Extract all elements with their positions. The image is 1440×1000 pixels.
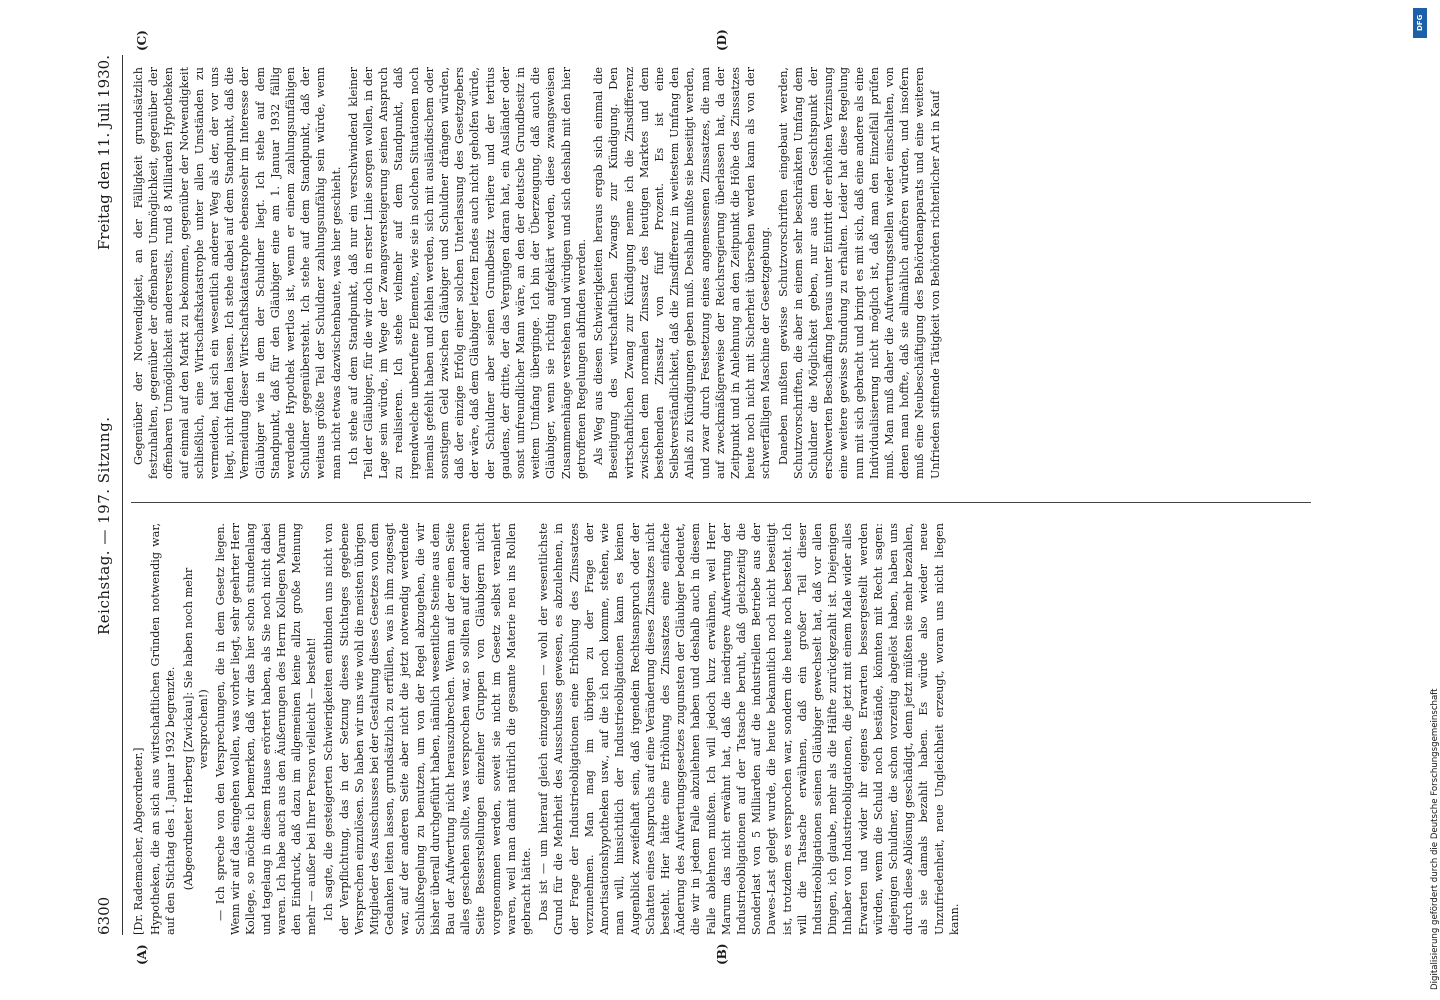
speaker-line: [Dr. Rademacher, Abgeordneter.]: [132, 747, 145, 935]
paragraph: Hypotheken, die an sich aus wirtschaftlichen Gründen notwendig war, auf den Stichtag des 1. Januar 1932 begrenzte.: [149, 523, 178, 935]
session-title: Reichstag. — 197. Sitzung.: [95, 416, 113, 635]
funding-text: Digitalisierung gefördert durch die Deutsche Forschungsgemeinschaft: [1430, 688, 1440, 990]
page-number: 6300: [95, 896, 113, 935]
digitization-note: [1410, 0, 1440, 1000]
paragraph: — Ich spreche von den Versprechungen, die in dem Gesetz liegen. Wenn wir auf das eingehen wollen, was vorher liegt, sehr geehrter Herr Kollege, so möchte ich bemerken, daß wir das hier schon stundenlang und tagelang in diesem Hause erörtert haben, als Sie noch nicht dabei waren. Ich habe auch aus den Äußerungen des Herrn Kollegen Marum den Eindruck, daß dazu im allgemeinen keine allzu große Meinung mehr — außer bei Ihrer Person vielleicht — besteht!: [214, 523, 319, 935]
interjection: (Abgeordneter Herberg [Zwickau]: Sie haben noch mehr versprochen!): [181, 567, 210, 891]
left-column: [131, 523, 1311, 935]
column-divider: [131, 502, 1311, 503]
right-column: [131, 67, 1311, 479]
paragraph: Gegenüber der Notwendigkeit, an der Fälligkeit grundsätzlich festzuhalten, gegenüber der offenbaren Unmöglichkeit, gegenüber der offenbaren Unmöglichkeit andererseits, rund 8 Milliarden Hypotheken auf einmal auf den Markt zu bekommen, gegenüber der Notwendigkeit schließlich, eine Wirtschaftskatastrophe unter allen Umständen zu vermeiden, hat sich ein wesentlich anderer Weg als der, der vor uns liegt, nicht finden lassen. Ich stehe dabei auf dem Standpunkt, daß die Vermeidung dieser Wirtschaftskatastrophe ebensosehr im Interesse der Gläubiger wie in dem der Schuldner liegt. Ich stehe auf dem Standpunkt, daß für den Gläubiger eine am 1. Januar 1932 fällig werdende Hypothek wertlos ist, wenn er einem zahlungsunfähigen Schuldner gegenübersteht. Ich stehe auf dem Standpunkt, daß der weitaus größte Teil der Schuldner zahlungsunfähig sein würde, wenn man nicht etwas dazwischenbaute, was hier geschieht.: [132, 67, 343, 479]
margin-marker-a: (A): [135, 944, 149, 965]
margin-marker-b: (B): [715, 943, 729, 965]
page-header: [95, 55, 121, 935]
header-rule: [122, 55, 123, 935]
margin-marker-c: (C): [135, 30, 149, 51]
paragraph: Ich stehe auf dem Standpunkt, daß nur ein verschwindend kleiner Teil der Gläubiger, für die wir doch in erster Linie sorgen wollen, in der Lage sein würde, im Wege der Zwangsversteigerung seinen Anspruch zu realisieren. Ich stehe vielmehr auf dem Standpunkt, daß irgendwelche unberufene Elemente, wie sie in solchen Situationen noch niemals gefehlt haben und fehlen werden, sich mit ausländischem oder sonstigem Geld zwischen Gläubiger und Schuldner drängen würden, daß der einzige Erfolg einer solchen Unterlassung des Gesetzgebers der wäre, daß dem Gläubiger letzten Endes auch nicht geholfen würde, der Schuldner aber seinen Grundbesitz verliere und der tertius gaudens, der dritte, der das Vergnügen daran hat, ein Ausländer oder sonst unfreundlicher Mann wäre, an den der deutsche Grundbesitz in weitem Umfang überginge. Ich bin der Überzeugung, daß auch die Gläubiger, wenn sie richtig aufgeklärt werden, diese zwangsweisen Zusammenhänge verstehen und würdigen und sich deshalb mit den hier getroffenen Regelungen abfinden werden.: [346, 67, 588, 479]
paragraph: Als Weg aus diesen Schwierigkeiten heraus ergab sich einmal die Beseitigung des wirtschaftlichen Zwangs zur Kündigung. Den wirtschaftlichen Zwang zur Kündigung nenne ich die Zinsdifferenz zwischen dem normalen Zinssatz des heutigen Marktes und dem bestehenden Zinssatz von fünf Prozent. Es ist eine Selbstverständlichkeit, daß die Zinsdifferenz in weitestem Umfang den Anlaß zu Kündigungen geben muß. Deshalb mußte sie beseitigt werden, und zwar durch Festsetzung eines angemessenen Zinssatzes, die man auf zweckmäßigerweise der Reichsregierung überlassen hat, da der Zeitpunkt und in Anlehnung an den Zeitpunkt die Höhe des Zinssatzes heute noch nicht mit Sicherheit übersehen werden kann als von der schwerfälligen Maschine der Gesetzgebung.: [592, 67, 773, 479]
paragraph: Das ist — um hierauf gleich einzugehen — wohl der wesentlichste Grund für die Mehrheit des Ausschusses gewesen, es abzulehnen, in der Frage der Industrieobligationen eine Erhöhung des Zinssatzes vorzunehmen. Man mag im übrigen zu der Frage der Amortisationshypotheken usw., auf die ich noch komme, stehen, wie man will, hinsichtlich der Industrieobligationen kann es keinen Augenblick zweifelhaft sein, daß irgendein Rechtsanspruch oder der Schatten eines Anspruchs auf eine Veränderung dieses Zinssatzes nicht besteht. Hier hätte eine Erhöhung des Zinssatzes eine einfache Änderung des Aufwertungsgesetzes zugunsten der Gläubiger bedeutet, die wir in jedem Falle abzulehnen haben und deshalb auch in diesem Falle ablehnen mußten. Ich will jedoch kurz erwähnen, weil Herr Marum das nicht erwähnt hat, daß die niedrigere Aufwertung der Industrieobligationen auf der Tatsache beruht, daß gleichzeitig die Sonderlast von 5 Milliarden auf die industriellen Betriebe aus der Dawes-Last gelegt wurde, die heute bekanntlich noch nicht beseitigt ist, trotzdem es versprochen war, sondern die heute noch besteht. Ich will die Tatsache erwähnen, daß ein großer Teil dieser Industrieobligationen seinen Gläubiger gewechselt hat, daß vor allen Dingen, ich glaube, mehr als die Hälfte zurückgezahlt ist. Diejenigen Inhaber von Industrieobligationen, die jetzt mit einem Male wider alles Erwarten und wider ihr eigenes Erwarten bessergestellt werden würden, wenn die Schuld noch bestände, könnten mit Recht sagen: diejenigen Schuldner, die schon vorzeitig abgelöst haben, haben uns durch diese Ablösung geschädigt, denn jetzt müßten sie mehr bezahlen, als sie damals bezahlt haben. Es würde also wieder neue Unzufriedenheit, neue Ungleichheit erzeugt, woran uns nicht liegen kann.: [537, 523, 961, 935]
paragraph: Daneben mußten gewisse Schutzvorschriften eingebaut werden, Schutzvorschriften, die aber in einem sehr beschränkten Umfang dem Schuldner die Möglichkeit geben, nur aus dem Gesichtspunkt der erschwerten Beschaffung heraus unter Eintritt der erhöhten Verzinsung eine weitere gewisse Stundung zu erhalten. Leider hat diese Regelung nun mit sich gebracht und bringt es mit sich, daß eine andere als eine Individualisierung nicht möglich ist, daß man den Einzelfall prüfen muß. Man muß daher die Aufwertungsstellen wieder einschalten, von denen man hoffte, daß sie allmählich aufhören würden, und insofern muß eine Neubeschäftigung des Behördenapparats und eine weiteren Unfrieden stiftende Tätigkeit von Behörden richterlicher Art in Kauf: [776, 67, 942, 479]
session-date: Freitag den 11. Juli 1930.: [95, 55, 113, 251]
margin-marker-d: (D): [715, 29, 729, 51]
dfg-logo: DFG: [1413, 8, 1427, 38]
rotated-page: [95, 29, 1320, 965]
paragraph: Ich sagte, die gesteigerten Schwierigkeiten entbinden uns nicht von der Verpflichtung, das in der Setzung dieses Stichtages gegebene Versprechen einzulösen. So haben wir uns wie wohl die meisten übrigen Mitglieder des Ausschusses bei der Gestaltung dieses Gesetzes von dem Gedanken leiten lassen, grundsätzlich zu erfüllen, was in ihm zugesagt war, auf der anderen Seite aber nicht die jetzt notwendig werdende Schlußregelung zu benutzen, um von der Regel abzugehen, die wir bisher überall durchgeführt haben, nämlich wesentliche Steine aus dem Bau der Aufwertung nicht herauszubrechen. Wenn auf der einen Seite alles geschehen sollte, was versprochen war, so sollten auf der anderen Seite Besserstellungen einzelner Gruppen von Gläubigern nicht vorgenommen werden, soweit sie nicht im Gesetz selbst veranlert waren, weil man damit natürlich die gesamte Materie neu ins Rollen gebracht hätte.: [322, 523, 534, 935]
